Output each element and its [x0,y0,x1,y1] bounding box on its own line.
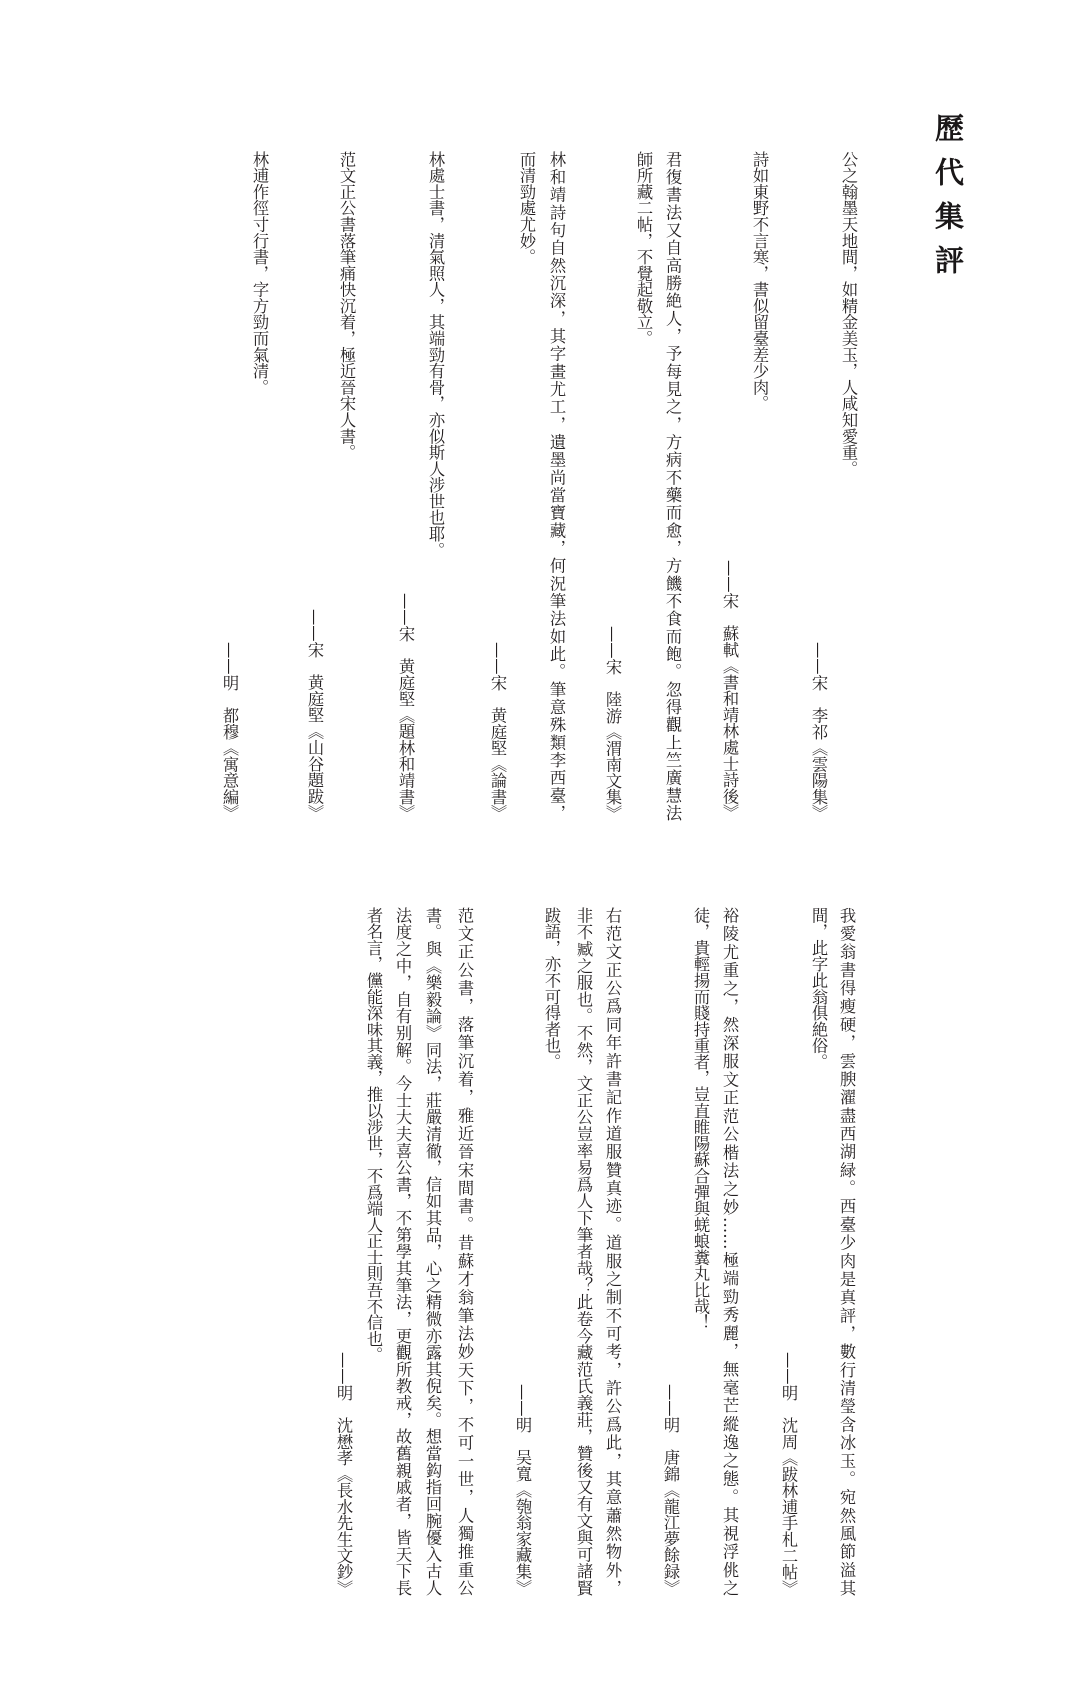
lower-quote-4-line-3: 法度之中，自有别解。今士大夫喜公書，不第學其筆法，更觀所教戒，故舊親戚者，皆天下長 [393,907,412,1596]
lower-quote-2-line-2: 徒，貴輕揚而賤持重者，豈直睢陽蘇合彈與蜣蜋糞丸比哉！ [691,907,710,1331]
lower-quote-3-line-3: 跋語，亦不可得者也。 [542,907,561,1070]
upper-quote-4-attribution: ——宋 黄庭堅《論書》 [488,641,507,821]
upper-quote-1-line-1: 公之翰墨天地間，如精金美玉，人咸知愛重。 [839,151,858,477]
upper-quote-3-attribution: ——宋 陸游《渭南文集》 [603,625,622,821]
upper-quote-2-attribution: ——宋 蘇軾《書和靖林處士詩後》 [720,560,739,821]
upper-quote-5-attribution: ——宋 黄庭堅《題林和靖書》 [396,592,415,821]
upper-quote-1-attribution: ——宋 李祁《雲陽集》 [809,641,828,821]
lower-quote-4-attribution: ——明 沈懋孝《長水先生文鈔》 [334,1351,353,1596]
upper-quote-3-line-2: 師所藏二帖，不覺起敬立。 [634,151,653,347]
upper-quote-7-line-1: 林逋作徑寸行書，字方勁而氣清。 [250,151,269,396]
upper-quote-6-line-1: 范文正公書落筆痛快沉着，極近晉宋人書。 [337,151,356,461]
upper-quote-5-line-1: 林處士書，清氣照人，其端勁有骨，亦似斯人涉世也耶。 [426,151,445,559]
upper-quote-7-attribution: ——明 都穆《寓意編》 [220,641,239,821]
upper-quote-4-line-1: 林和靖詩句自然沉深，其字畫尤工，遺墨尚當寶藏，何況筆法如此。筆意殊類李西臺， [547,151,566,821]
lower-quote-2-line-1: 裕陵尤重之，然深服文正范公楷法之妙……極端勁秀麗，無毫芒縱逸之態。其視浮佻之 [720,907,739,1596]
lower-quote-4-line-1: 范文正公書，落筆沉着，雅近晉宋間書。昔蘇才翁筆法妙天下，不可一世，人獨推重公 [455,907,474,1596]
upper-quote-3-line-1: 君復書法又自高勝絶人，予每見之，方病不藥而愈，方饑不食而飽。忽得觀上竺廣慧法 [663,151,682,821]
lower-quote-1-attribution: ——明 沈周《跋林逋手札二帖》 [779,1351,798,1596]
lower-quote-1-line-2: 間，此字此翁俱絶俗。 [809,907,828,1070]
lower-quote-3-line-1: 右范文正公爲同年許書記作道服贊真迹。道服之制不可考，許公爲此，其意蕭然物外， [603,907,622,1596]
lower-quote-2-attribution: ——明 唐錦《龍江夢餘録》 [661,1384,680,1596]
upper-quote-6-attribution: ——宋 黄庭堅《山谷題跋》 [305,609,324,821]
lower-quote-3-line-2: 非不臧之服也。不然，文正公豈率易爲人下筆者哉？此卷今藏范氏義莊，贊後又有文與可諸賢 [574,907,593,1596]
lower-quote-1-line-1: 我愛翁書得瘦硬，雲腴濯盡西湖緑。西臺少肉是真評，數行清瑩含冰玉。宛然風節溢其 [837,907,856,1596]
page-title: 歷代集評 [931,113,965,289]
lower-quote-4-line-4: 者名言，儻能深味其義，推以涉世，不爲端人正士則吾不信也。 [364,907,383,1364]
lower-quote-4-line-2: 書。與《樂毅論》同法，莊嚴清徹，信如其品，心之精微亦露其倪矣。想當鈎指回腕優入古人 [423,907,442,1596]
upper-quote-4-line-2: 而清勁處尤妙。 [517,151,536,266]
lower-quote-3-attribution: ——明 吴寬《匏翁家藏集》 [513,1384,532,1596]
upper-quote-2-line-1: 詩如東野不言寒，書似留臺差少肉。 [750,151,769,412]
